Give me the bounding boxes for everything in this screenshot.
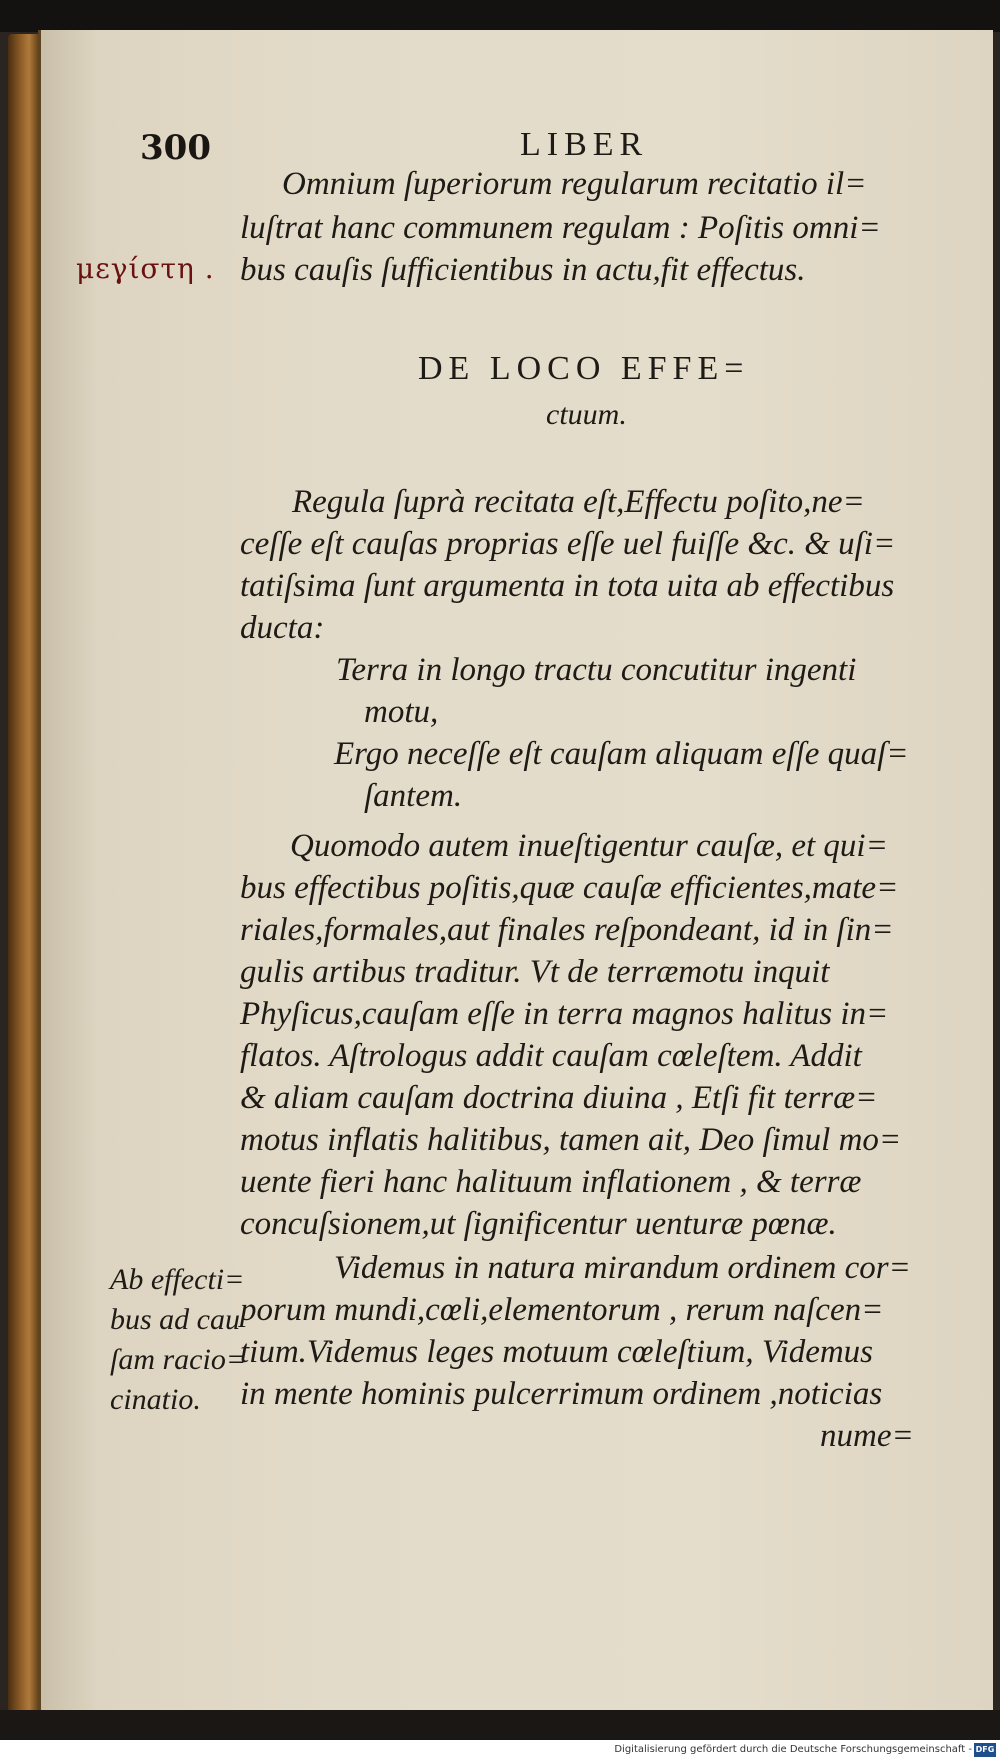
scan-bottom-border <box>0 1710 1000 1740</box>
margin-note-line: cinatio. <box>110 1383 201 1416</box>
digitization-footer <box>0 1740 1000 1761</box>
text-line: porum mundi,cœli,elementorum , rerum naſcen= <box>240 1292 884 1328</box>
example-line: motu, <box>364 694 439 730</box>
text-line: motus inflatis halitibus, tamen ait, Deo ſimul mo= <box>240 1122 902 1158</box>
book-cover-edge <box>8 34 38 1714</box>
scan-top-border <box>0 0 1000 32</box>
example-line: ſantem. <box>364 778 463 814</box>
text-line: in mente hominis pulcerrimum ordinem ,noticias <box>240 1376 883 1412</box>
text-line: ducta: <box>240 610 325 646</box>
text-line: Regula ſuprà recitata eſt,Effectu poſito,ne= <box>292 484 865 520</box>
section-heading-continuation: ctuum. <box>546 398 627 431</box>
text-line: bus effectibus poſitis,quæ cauſæ efficientes,mate= <box>240 870 899 906</box>
text-line: concuſsionem,ut ſignificentur uenturæ pœnæ. <box>240 1206 837 1242</box>
footer-credit: Digitalisierung gefördert durch die Deutsche Forschungsgemeinschaft - <box>614 1744 972 1755</box>
text-line: flatos. Aſtrologus addit cauſam cœleſtem. Addit <box>240 1038 862 1074</box>
handwritten-margin-note: μεγίστη . <box>76 252 215 285</box>
text-line: uente fieri hanc halituum inflationem , & terræ <box>240 1164 862 1200</box>
text-line: & aliam cauſam doctrina diuina , Etſi fit terræ= <box>240 1080 878 1116</box>
text-line: riales,formales,aut finales reſpondeant, id in ſin= <box>240 912 894 948</box>
text-line: Omnium ſuperiorum regularum recitatio il= <box>282 166 867 202</box>
running-head: LIBER <box>520 126 649 163</box>
text-line: Phyſicus,cauſam eſſe in terra magnos halitus in= <box>240 996 889 1032</box>
section-heading: DE LOCO EFFE= <box>418 350 750 387</box>
text-line: tium.Videmus leges motuum cœleſtium, Videmus <box>240 1334 874 1370</box>
text-line: ceſſe eſt cauſas proprias eſſe uel fuiſſe &c. & uſi= <box>240 526 896 562</box>
dfg-logo: DFG <box>974 1743 996 1757</box>
margin-note-line: bus ad cau <box>110 1303 240 1336</box>
text-line: Quomodo autem inueſtigentur cauſæ, et qui= <box>290 828 888 864</box>
example-line: Ergo neceſſe eſt cauſam aliquam eſſe quaſ= <box>334 736 909 772</box>
catchword: nume= <box>820 1418 914 1454</box>
page-number: 300 <box>140 128 211 168</box>
text-line: Videmus in natura mirandum ordinem cor= <box>334 1250 911 1286</box>
text-line: luſtrat hanc communem regulam : Poſitis omni= <box>240 210 881 246</box>
margin-note-line: ſam racio= <box>110 1343 247 1376</box>
text-line: bus cauſis ſufficientibus in actu,fit effectus. <box>240 252 806 288</box>
example-line: Terra in longo tractu concutitur ingenti <box>336 652 857 688</box>
text-line: gulis artibus traditur. Vt de terræmotu inquit <box>240 954 830 990</box>
margin-note-line: Ab effecti= <box>110 1263 245 1296</box>
text-line: tatiſsima ſunt argumenta in tota uita ab effectibus <box>240 568 895 604</box>
